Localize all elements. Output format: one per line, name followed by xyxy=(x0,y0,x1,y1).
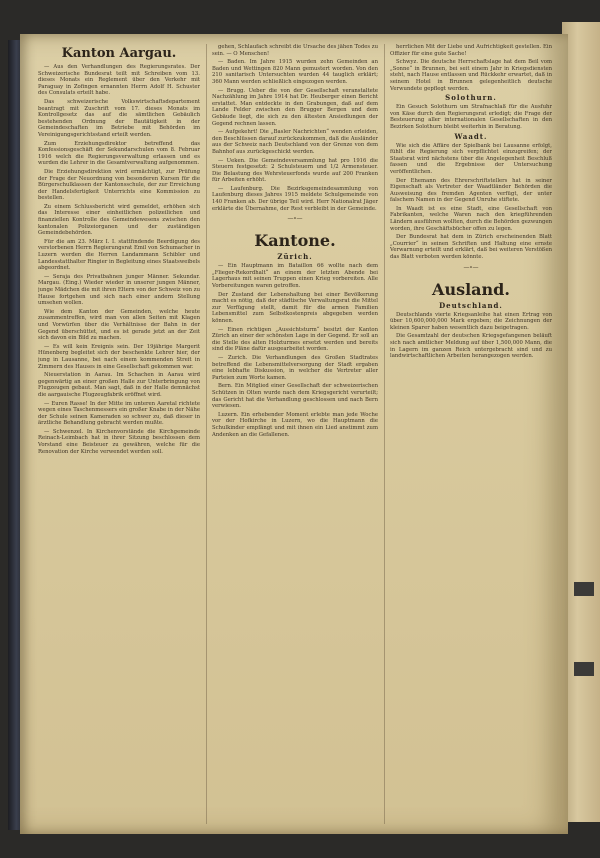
article-paragraph: Luzern. Ein erhebender Moment erlebte man jede Woche vor der Hofkirche in Luzern, wo die Hauptmann die Schulkinder empfängt und mit ihnen ein Lied anstimmt zum Andenken an die Gefallenen. xyxy=(212,411,378,438)
article-paragraph: Der Bundesrat hat dem in Zürich erscheinenden Blatt „Courrier“ in seinen Schriften und Haltung eine ernste Verwarnung erteilt und erklärt, daß bei weiteren Verstößen das Blatt verboten werden könnte. xyxy=(390,234,552,261)
column-rule xyxy=(206,44,207,824)
article-paragraph: — Aufgekehrt! Die „Basler Nachrichten“ wenden erleiden, den Beschlüssen darauf zurückzukommen, daß die Ausländer aus der Schweiz nach Deutschland von der Grenze von dem Bahnhof aus zurückgeschickt werden. xyxy=(212,129,378,155)
article-paragraph: gehen, Schlaufach schreibt die Ursache des jähen Todes zu sein. — O Menschen! xyxy=(212,44,378,57)
article-paragraph: — Laufenburg. Die Bezirksgemeindesammlung von Laufenburg dieses Jahres 1915 meldete Schulgemeinde von 140 Franken ab. Der übrige Teil wird. Herr Nationalrat Jäger erklärte die Übernahme, der Rest verbleibt in der Gemeinde. xyxy=(212,185,378,212)
separator-ornament: —∘— xyxy=(463,263,479,271)
subheading-deutschland: Deutschland. xyxy=(439,300,503,310)
section-heading-ausland: Ausland. xyxy=(432,279,510,299)
article-paragraph: Der Zustand der Lebenshaltung bei einer Bevölkerung macht es nötig, daß der städtische Verwaltungsrat die Mittel zur Verfügung stellt, damit für die armen Familien Lebensmittel zum Selbstkostenpreis abgegeben werden können. xyxy=(212,291,378,324)
article-paragraph: — Euren Rasse! In der Mitte im unteren Aaretal richtete wegen eines Taschenmessers ein großer Knabe in der Nähe der Schule seinen Kameraden so schwer zu, daß dieser in ärztliche Behandlung gebracht werden mußte. xyxy=(38,400,200,427)
article-paragraph: — Brugg. Ueber die von der Gesellschaft veranstaltete Nachzählung im Jahre 1914 hat Dr. Heuberger einen Bericht erstattet. Man entdeckte in den Grabungen, daß auf dem Lande Felder zwischen den Brugger Bergen und dem Gebäude liegt, die sich zu den ältesten Ansiedlungen der Gegend rechnen lassen. xyxy=(212,87,378,127)
article-paragraph: Der Ehemann des Ehrerschriftstellers hat in seiner Eigenschaft als Vertreter der Waadtländer Behörden die Ausweisung des fremden Agenten verfügt, der unter falschem Namen in der Gegend Unruhe stiftete. xyxy=(390,177,552,204)
article-paragraph: — Schwenzel. In Kirchenvorstände die Kirchgemeinde Reinach-Leimbach hat in ihrer Sitzung beschlossen dem Vorstand eine Beisteuer zu gewähren, welche für die Renovation der Kirche verwendet werden soll. xyxy=(38,428,200,455)
article-paragraph: Für die am 23. März I. I. stattfindende Beerdigung des verstorbenen Herrn Regierungsrat Emil von Schumacher in Luzern werden die Herren Landammann Schibler und Landesstatthalter Ringier in Begleitung eines Staatsweibels abgeordnet. xyxy=(38,238,200,272)
page-tab xyxy=(574,582,594,596)
column-3 xyxy=(390,44,552,824)
article-paragraph: — Zurich. Die Verhandlungen des Großen Stadtrates betreffend die Lebensmittelversorgung der Stadt ergaben eine lebhafte Diskussion, in welcher die Vertreter aller Parteien zum Worte kamen. xyxy=(212,354,378,381)
newspaper-page xyxy=(20,34,568,834)
article-paragraph: Das schweizerische Volkswirtschaftsdepartement beantragt mit Zuschrift vom 17. dieses Monats im Kontrollgesetz das auf die sämtlichen Gebäulich bestehenden Ordnung der Bautätigkeit in der Gemeindeschaften im Betriebe mit Behörden im Vereinigungsgerichtsstand erteilt werden. xyxy=(38,98,200,138)
article-paragraph: Deutschlands vierte Kriegsanleihe hat einen Ertrag von über 10,600,000,000 Mark ergeben; die Zeichnungen der kleinen Sparer haben wesentlich dazu beigetragen. xyxy=(390,311,552,331)
subheading-zurich: Zürich. xyxy=(277,252,313,262)
article-paragraph: Die Gesamtzahl der deutschen Kriegsgefangenen beläuft sich nach amtlicher Meldung auf über 1,500,000 Mann, die in Lagern im ganzen Reich untergebracht sind und zu landwirtschaftlichen Arbeiten herangezogen werden. xyxy=(390,333,552,360)
article-paragraph: In Waadt ist es eine Stadt, eine Gesellschaft von Fabrikanten, welche Waren nach den kriegführenden Ländern ausführen wollten, durch die Behörden gezwungen worden, ihre Geschäftsbücher offen zu legen. xyxy=(390,205,552,232)
article-paragraph: — Baden. Im Jahre 1915 wurden zehn Gemeinden an Baden und Wettingen 820 Mann gemustert worden. Von den 210 sanitarisch Untersuchten wurden 44 tauglich erklärt; 360 Mann werden schließlich eingezogen werden. xyxy=(212,59,378,85)
article-paragraph: Zum Erziehungsdirektor betreffend das Konfessionsgeschäft der Sekundarschulen vom 8. Februar 1916 welch die Regierungsverwaltung erlassen und es wurden die Lehrer in die Gesamtverwaltung aufgenommen. xyxy=(38,140,200,167)
article-paragraph: Nieuerstation in Aarau. Im Schachen in Aarau wird gegenwärtig an einer großen Halle zur Unterbringung von Flugzeugen gebaut. Man sagt, daß in der Halle demnächst die aargauische Flugzeugfabrik eröffnet wird. xyxy=(38,372,200,398)
article-paragraph: — Aus den Verhandlungen des Regierungsrates. Der Schweizerische Bundesrat teilt mit Schreiben vom 13. dieses Monats ein Reglement über den Verkehr mit Paraguay in Zofingen ernannten Herrn Adolf H. Schuster des Consulats erteilt habe. xyxy=(38,64,200,97)
article-paragraph: — Seraja des Privatbahnen junger Männer. Sekundar. Margau. (Eing.) Wieder wieder in unserer jungen Männer, junge Mädchen die mit ihren Eltern von der Schweiz von zu Hause fortgehen und sich nach einer andern Stellung umsehen wollen. xyxy=(38,273,200,307)
article-paragraph: Wie dem Kanton der Gemeinden, welche heute zusammentreffen, wird man von allen Seiten mit Klagen und Vorwürfen über die Verhältnisse der Bahn in der Gegend überschüttet, und es ist gerade jetzt an der Zeit sich davon ein Bild zu machen. xyxy=(38,308,200,342)
article-paragraph: Zu einem Schlussbericht wird gemeldet, erhöhen sich das Interesse einer einheitlichen polizeilichen und finanziellen Kontrolle des Gemeindewesens zwischen den kantonalen Polizeiorganen und der zuständigen Gemeindebehörden. xyxy=(38,203,200,237)
article-paragraph: — Es will kein Ereignis sein. Der 19jährige Margerit Hünenberg begleitet sich der beschenkte Lehrer hier, der jung in Lausanne, bei nach einem kommenden Streit in Zimmern des Hauses in eine Gesellschaft gekommen war. xyxy=(38,343,200,370)
article-paragraph: Schwyz. Die deutsche Herrschaftslage hat dem Beil vom „Sonne“ in Brunnen, bei seit einem Jahr in Kriegsdiensten steht, nach Hause entlassen und Rückkehr erwartet, daß in seinem Hotel in Brunnen gelegenheitlich deutsche Verwundete gepflegt werden. xyxy=(390,59,552,92)
article-paragraph: Bern. Ein Mitglied einer Gesellschaft der schweizerischen Schützen in Olten wurde nach dem Kriegsgericht verurteilt; das Gericht hat die Verhandlung geschlossen und nach Bern verwiesen. xyxy=(212,383,378,410)
article-paragraph: Die Erziehungsdirektion wird ermächtigt, zur Prüfung der Frage der Neuordnung von besonderen Kursen für die Bürgerschulklassen der Kantonsschule, der zur Erreichung der Handelsfertigkeit Unterrichts eine Kommission zu bestellen. xyxy=(38,168,200,202)
section-heading-kantone: Kantone. xyxy=(254,231,336,251)
article-paragraph: — Ein Hauptmann im Bataillon 66 wollte nach dem „Flieger-Rekordhalt“ an einem der letzten Abende bei Lagerhaus mit seinen Truppen einen Krieg vorbereiten. Alle Vorbereitungen waren getroffen. xyxy=(212,263,378,290)
article-paragraph: Ein Gesuch Solothurn um Strafnachlaß für die Ausfuhr von Käse durch den Regierungsrat erledigt; die Frage der Besteuerung aller internationalen Gesellschaften in den Bezirken Solothurn bleibt weiterhin in Beratung. xyxy=(390,104,552,130)
column-1 xyxy=(38,44,200,824)
column-2 xyxy=(212,44,378,824)
subheading-solothurn: Solothurn. xyxy=(445,93,497,103)
page-tab xyxy=(574,662,594,676)
article-paragraph: — Ueken. Die Gemeindeversammlung hat pro 1916 die Steuern festgesetzt: 2 Schulsteuern und 1/2 Armensteuer. Die Belastung des Wehrsteuerfonds wurde auf 200 Franken für Arbeiten erhöht. xyxy=(212,157,378,184)
article-paragraph: herrlichen Mit der Liebe und Aufrichtigkeit gestellen. Ein Offizier für eine gute Sache! xyxy=(390,44,552,57)
subheading-waadt: Waadt. xyxy=(454,131,488,141)
column-rule xyxy=(384,44,385,824)
article-paragraph: — Einen richtigen „Aussichtsturm“ besitzt der Kanton Zürich an einer der schönsten Lage in der Gegend. Er soll an die Stelle des alten Holzturmes ersetzt werden und bereits sind die Pläne dafür ausgearbeitet worden. xyxy=(212,326,378,353)
section-heading-aargau: Kanton Aargau. xyxy=(61,46,177,61)
separator-ornament: —∘— xyxy=(287,215,303,223)
article-paragraph: Wie sich die Affäre der Spielbank bei Lausanne erfolgt, fühlt die Regierung sich verpflichtet einzugreifen; der Staatsrat wird nächstens über die Angelegenheit Beschluß fassen und die Ergebnisse der Untersuchung veröffentlichen. xyxy=(390,142,552,175)
